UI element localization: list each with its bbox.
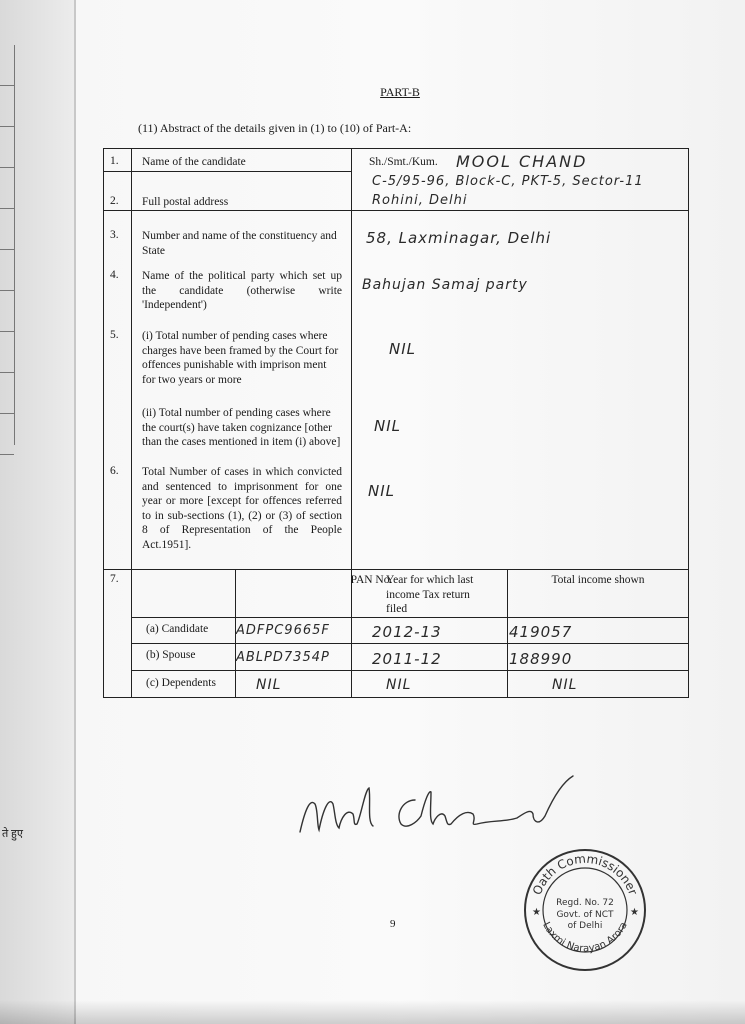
page-bottom-shadow (0, 1000, 745, 1024)
label-pending-cases-framed: (i) Total number of pending cases where charges have been framed by the Court for offences punishable with imprison ment for two years or more (142, 330, 339, 386)
part-title: PART-B (380, 85, 420, 99)
convictions-value: NIL (368, 482, 396, 500)
row-number: 6. (110, 465, 119, 477)
abstract-line: (11) Abstract of the details given in (1) to (10) of Part-A: (138, 121, 412, 135)
label-political-party: Name of the political party which set up the candidate (otherwise write 'Independent') (142, 270, 342, 311)
candidate-income: 419057 (509, 623, 573, 641)
stamp-top-text: Oath Commissioner (529, 851, 641, 897)
political-party-value: Bahujan Samaj party (362, 277, 528, 293)
stamp-line1: Regd. No. 72 (556, 898, 614, 908)
income-row-label: (b) Spouse (146, 649, 196, 661)
dependents-pan: NIL (256, 677, 282, 693)
dependents-year: NIL (386, 677, 412, 693)
row-number: 1. (110, 155, 119, 167)
stamp-line2: Govt. of NCT (556, 910, 614, 920)
previous-page-text: ते हुए (2, 828, 23, 840)
header-pan: PAN No. (350, 574, 393, 586)
candidate-year: 2012-13 (372, 623, 442, 641)
page-number: 9 (390, 918, 396, 930)
label-candidate-name: Name of the candidate (142, 156, 246, 168)
header-year: Year for which last income Tax return filed (386, 574, 474, 615)
spouse-pan: ABLPD7354P (236, 650, 330, 665)
row-number: 4. (110, 269, 119, 281)
row-number: 2. (110, 195, 119, 207)
candidate-name-value: MOOL CHAND (456, 152, 588, 171)
stamp-star: ★ (630, 907, 639, 918)
svg-text:Oath Commissioner (530, 852, 640, 897)
label-postal-address: Full postal address (142, 196, 229, 208)
abstract-table (103, 148, 689, 698)
pending-cases-framed-value: NIL (389, 340, 417, 358)
page-fold (74, 0, 76, 1024)
handwritten-signature (295, 770, 585, 840)
pending-cases-cognizance-value: NIL (374, 417, 402, 435)
spouse-income: 188990 (509, 650, 573, 668)
label-constituency: Number and name of the constituency and State (142, 230, 337, 257)
header-income: Total income shown (551, 574, 645, 586)
candidate-pan: ADFPC9665F (236, 623, 330, 638)
spouse-year: 2011-12 (372, 650, 442, 668)
label-convictions: Total Number of cases in which convicted and sentenced to imprisonment for one year or more [except for offences referred to in sub-sections (1), (2) or (3) of section 8 of Representation of the People Act.1951]. (142, 466, 342, 551)
name-prefix: Sh./Smt./Kum. (369, 156, 438, 168)
constituency-value: 58, Laxminagar, Delhi (366, 229, 552, 247)
previous-page-table-lines (0, 45, 15, 445)
stamp-star: ★ (532, 907, 541, 918)
row-number: 7. (110, 573, 119, 585)
oath-commissioner-stamp (520, 845, 650, 975)
stamp-line3: of Delhi (567, 921, 603, 931)
row-number: 5. (110, 329, 119, 341)
income-row-label: (a) Candidate (146, 623, 209, 635)
label-pending-cases-cognizance: (ii) Total number of pending cases where the court(s) have taken cognizance [other than the cases mentioned in item (i) above] (142, 407, 341, 448)
dependents-income: NIL (552, 677, 578, 693)
row-number: 3. (110, 229, 119, 241)
postal-address-line2: Rohini, Delhi (372, 193, 468, 208)
postal-address-line1: C-5/95-96, Block-C, PKT-5, Sector-11 (372, 174, 644, 189)
previous-page-edge (0, 0, 74, 1024)
stamp-bottom-text: Laxmi Narayan Arora (540, 920, 630, 955)
income-row-label: (c) Dependents (146, 677, 216, 689)
